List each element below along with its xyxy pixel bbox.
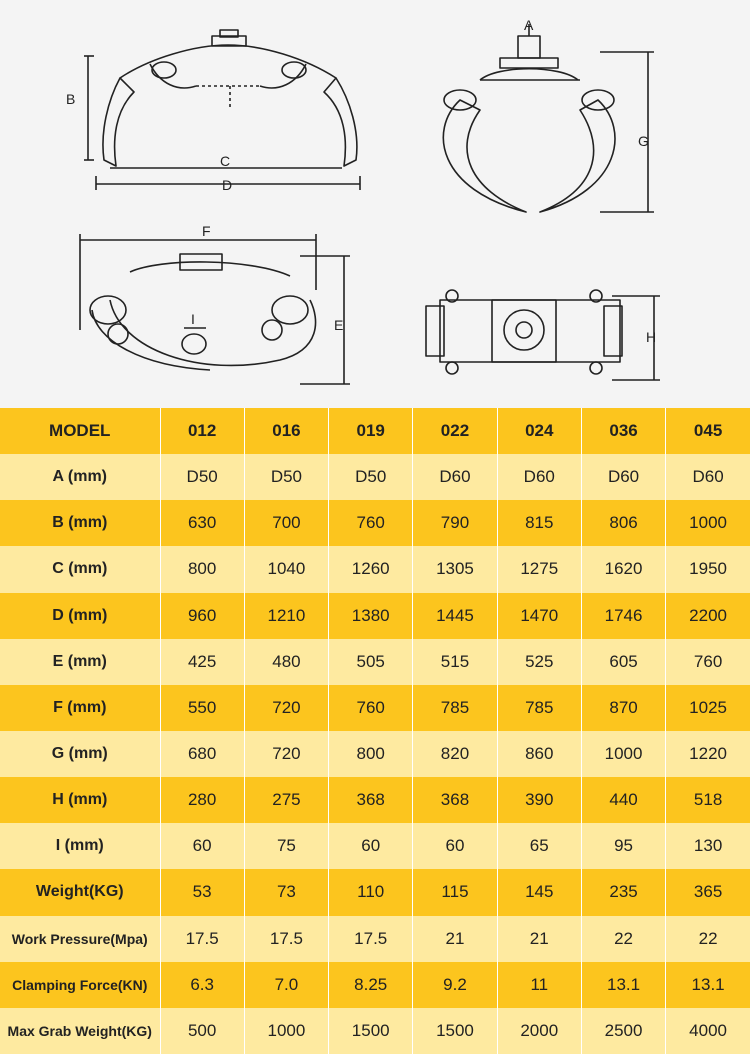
cell-f-045: 1025 [666,685,750,731]
three-quarter-view-drawing [90,254,316,370]
cell-i-045: 130 [666,823,750,869]
model-022-header: 022 [413,408,497,454]
spec-row-a [0,454,750,500]
dim-label-f: F [202,223,211,239]
spec-row-clamping-force [0,962,750,1008]
cell-work-pressure-022: 21 [413,916,497,962]
cell-g-036: 1000 [581,731,665,777]
cell-c-019: 1260 [329,546,413,592]
cell-f-022: 785 [413,685,497,731]
cell-weight-036: 235 [581,869,665,915]
spec-row-work-pressure [0,916,750,962]
top-view-drawing [426,290,622,374]
spec-row-f [0,685,750,731]
spec-row-i [0,823,750,869]
model-024-header: 024 [497,408,581,454]
cell-max-grab-weight-022: 1500 [413,1008,497,1054]
model-036-header: 036 [581,408,665,454]
cell-work-pressure-036: 22 [581,916,665,962]
cell-e-036: 605 [581,639,665,685]
cell-e-016: 480 [244,639,328,685]
cell-d-022: 1445 [413,593,497,639]
cell-f-019: 760 [329,685,413,731]
model-012-header: 012 [160,408,244,454]
cell-b-022: 790 [413,500,497,546]
cell-b-019: 760 [329,500,413,546]
cell-work-pressure-016: 17.5 [244,916,328,962]
cell-c-036: 1620 [581,546,665,592]
cell-g-019: 800 [329,731,413,777]
spec-row-b [0,500,750,546]
dim-label-h: H [646,329,657,345]
cell-b-016: 700 [244,500,328,546]
cell-e-022: 515 [413,639,497,685]
cell-c-016: 1040 [244,546,328,592]
cell-f-012: 550 [160,685,244,731]
cell-max-grab-weight-012: 500 [160,1008,244,1054]
cell-e-019: 505 [329,639,413,685]
cell-work-pressure-024: 21 [497,916,581,962]
dim-label-b: B [66,91,76,107]
cell-f-016: 720 [244,685,328,731]
grapple-dimension-diagram [0,0,750,408]
spec-row-d [0,593,750,639]
cell-b-036: 806 [581,500,665,546]
cell-b-045: 1000 [666,500,750,546]
cell-e-045: 760 [666,639,750,685]
side-view-drawing [443,36,615,212]
cell-i-016: 75 [244,823,328,869]
cell-weight-012: 53 [160,869,244,915]
cell-a-022: D60 [413,454,497,500]
cell-weight-024: 145 [497,869,581,915]
dim-label-i: I [191,311,195,327]
cell-weight-045: 365 [666,869,750,915]
cell-h-036: 440 [581,777,665,823]
cell-h-016: 275 [244,777,328,823]
row-label-g: G (mm) [0,731,160,777]
row-label-weight: Weight(KG) [0,869,160,915]
spec-row-e [0,639,750,685]
cell-b-012: 630 [160,500,244,546]
cell-d-019: 1380 [329,593,413,639]
cell-g-045: 1220 [666,731,750,777]
row-label-a: A (mm) [0,454,160,500]
table-header-row [0,408,750,454]
model-016-header: 016 [244,408,328,454]
cell-c-022: 1305 [413,546,497,592]
row-label-h: H (mm) [0,777,160,823]
spec-row-c [0,546,750,592]
dim-label-a: A [524,17,534,33]
cell-work-pressure-019: 17.5 [329,916,413,962]
cell-max-grab-weight-019: 1500 [329,1008,413,1054]
cell-c-045: 1950 [666,546,750,592]
cell-clamping-force-016: 7.0 [244,962,328,1008]
row-label-d: D (mm) [0,593,160,639]
dim-label-d: D [222,177,233,193]
cell-c-024: 1275 [497,546,581,592]
cell-g-016: 720 [244,731,328,777]
cell-h-012: 280 [160,777,244,823]
cell-a-024: D60 [497,454,581,500]
cell-a-019: D50 [329,454,413,500]
row-label-b: B (mm) [0,500,160,546]
cell-e-024: 525 [497,639,581,685]
row-label-i: I (mm) [0,823,160,869]
spec-table [0,408,750,1054]
cell-max-grab-weight-036: 2500 [581,1008,665,1054]
dim-label-c: C [220,153,231,169]
cell-work-pressure-045: 22 [666,916,750,962]
model-019-header: 019 [329,408,413,454]
cell-h-019: 368 [329,777,413,823]
row-label-max-grab-weight: Max Grab Weight(KG) [0,1008,160,1054]
cell-i-022: 60 [413,823,497,869]
cell-clamping-force-019: 8.25 [329,962,413,1008]
cell-d-016: 1210 [244,593,328,639]
row-label-work-pressure: Work Pressure(Mpa) [0,916,160,962]
cell-d-045: 2200 [666,593,750,639]
cell-h-024: 390 [497,777,581,823]
spec-row-max-grab-weight [0,1008,750,1054]
cell-a-045: D60 [666,454,750,500]
row-label-e: E (mm) [0,639,160,685]
cell-a-012: D50 [160,454,244,500]
cell-clamping-force-045: 13.1 [666,962,750,1008]
cell-a-016: D50 [244,454,328,500]
cell-i-024: 65 [497,823,581,869]
cell-h-045: 518 [666,777,750,823]
spec-table-body [0,408,750,1054]
cell-weight-016: 73 [244,869,328,915]
cell-work-pressure-012: 17.5 [160,916,244,962]
cell-g-012: 680 [160,731,244,777]
cell-i-036: 95 [581,823,665,869]
cell-f-036: 870 [581,685,665,731]
cell-d-036: 1746 [581,593,665,639]
dim-label-e: E [334,317,344,333]
spec-row-g [0,731,750,777]
cell-a-036: D60 [581,454,665,500]
cell-clamping-force-024: 11 [497,962,581,1008]
cell-weight-022: 115 [413,869,497,915]
cell-i-019: 60 [329,823,413,869]
front-view-drawing [103,30,357,166]
cell-h-022: 368 [413,777,497,823]
cell-max-grab-weight-016: 1000 [244,1008,328,1054]
cell-weight-019: 110 [329,869,413,915]
cell-f-024: 785 [497,685,581,731]
model-045-header: 045 [666,408,750,454]
cell-c-012: 800 [160,546,244,592]
cell-b-024: 815 [497,500,581,546]
cell-e-012: 425 [160,639,244,685]
row-label-f: F (mm) [0,685,160,731]
spec-row-weight [0,869,750,915]
cell-clamping-force-012: 6.3 [160,962,244,1008]
row-label-clamping-force: Clamping Force(KN) [0,962,160,1008]
cell-d-012: 960 [160,593,244,639]
cell-d-024: 1470 [497,593,581,639]
cell-max-grab-weight-045: 4000 [666,1008,750,1054]
cell-clamping-force-036: 13.1 [581,962,665,1008]
cell-clamping-force-022: 9.2 [413,962,497,1008]
dim-label-g: G [638,133,649,149]
row-label-c: C (mm) [0,546,160,592]
cell-g-022: 820 [413,731,497,777]
cell-i-012: 60 [160,823,244,869]
model-header-label: MODEL [0,408,160,454]
cell-g-024: 860 [497,731,581,777]
cell-max-grab-weight-024: 2000 [497,1008,581,1054]
spec-row-h [0,777,750,823]
